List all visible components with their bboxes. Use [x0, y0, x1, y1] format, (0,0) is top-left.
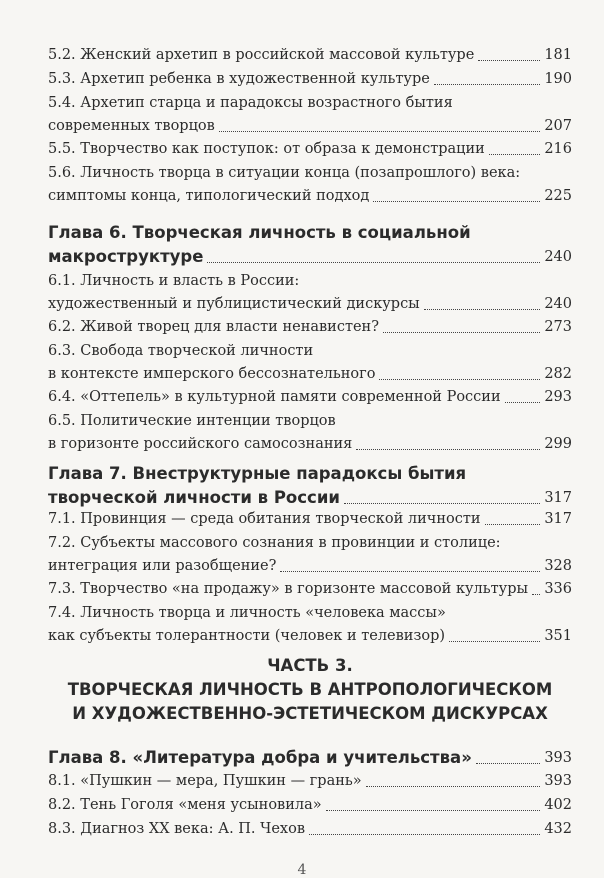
toc-page-number: 432: [544, 821, 572, 837]
toc-entry[interactable]: [48, 508, 572, 531]
toc-entry-title-line: художественный и публицистический дискурсы: [48, 296, 420, 312]
toc-entry-title-line: Глава 6. Творческая личность в социальной: [48, 223, 471, 242]
part-title-line: И ХУДОЖЕСТВЕННО-ЭСТЕТИЧЕСКОМ ДИСКУРСАХ: [72, 704, 548, 723]
toc-page-number: 393: [544, 773, 572, 789]
toc-entry-title-line: в контексте имперского бессознательного: [48, 366, 376, 382]
toc-entry-title-line: 7.1. Провинция — среда обитания творческой личности: [48, 511, 481, 527]
toc-entry-title-line: творческой личности в России: [48, 488, 340, 507]
toc-entry[interactable]: [48, 386, 572, 409]
toc-entry-title-line: 5.5. Творчество как поступок: от образа к демонстрации: [48, 141, 485, 157]
toc-page-number: 181: [544, 47, 572, 63]
dot-leader: [449, 641, 540, 642]
toc-entry-title-line: в горизонте российского самосознания: [48, 436, 353, 452]
toc-entry-title-line: 8.3. Диагноз XX века: А. П. Чехов: [48, 821, 306, 837]
toc-page-number: 190: [544, 71, 572, 87]
toc-entry[interactable]: [48, 68, 572, 91]
toc-entry[interactable]: [48, 410, 572, 456]
toc-entry-title-line: 6.2. Живой творец для власти ненавистен?: [48, 319, 379, 335]
toc-entry-title-line: 6.3. Свобода творческой личности: [48, 343, 314, 359]
toc-entry-title-line: 6.5. Политические интенции творцов: [48, 413, 336, 429]
toc-entry-title-line: 8.1. «Пушкин — мера, Пушкин — грань»: [48, 773, 362, 789]
toc-entry[interactable]: [48, 44, 572, 67]
toc-entry[interactable]: [48, 818, 572, 841]
dot-leader: [356, 449, 540, 450]
toc-page-number: 225: [544, 188, 572, 204]
toc-entry-title-line: Глава 7. Внеструктурные парадоксы бытия: [48, 464, 467, 483]
dot-leader: [485, 524, 541, 525]
toc-entry[interactable]: [48, 602, 572, 648]
dot-leader: [424, 309, 541, 310]
dot-leader: [219, 131, 541, 132]
toc-entry[interactable]: [48, 770, 572, 793]
toc-page-number: 336: [544, 581, 572, 597]
toc-entry[interactable]: [48, 532, 572, 578]
toc-entry-title-line: симптомы конца, типологический подход: [48, 188, 370, 204]
toc-entry[interactable]: [48, 162, 572, 208]
toc-entry-title-line: Глава 8. «Литература добра и учительства»: [48, 748, 472, 767]
toc-page-number: 240: [544, 249, 572, 265]
toc-page-number: 273: [544, 319, 572, 335]
toc-entry-title-line: интеграция или разобщение?: [48, 558, 277, 574]
toc-page-number: 240: [544, 296, 572, 312]
toc-page-number: 317: [544, 511, 572, 527]
dot-leader: [309, 834, 540, 835]
dot-leader: [532, 594, 540, 595]
toc-entry[interactable]: [48, 340, 572, 386]
toc-chapter[interactable]: [48, 462, 572, 510]
toc-page-number: 207: [544, 118, 572, 134]
toc-entry-title-line: 6.1. Личность и власть в России:: [48, 273, 300, 289]
toc-chapter[interactable]: [48, 746, 572, 770]
toc-entry[interactable]: [48, 794, 572, 817]
toc-page-number: 328: [544, 558, 572, 574]
toc-entry-title-line: 7.4. Личность творца и личность «человека массы»: [48, 605, 446, 621]
toc-entry[interactable]: [48, 270, 572, 316]
toc-page-number: 299: [544, 436, 572, 452]
dot-leader: [366, 786, 541, 787]
dot-leader: [207, 262, 540, 263]
toc-page-number: 402: [544, 797, 572, 813]
toc-part-heading: [48, 654, 572, 726]
dot-leader: [434, 84, 541, 85]
page-number: 4: [297, 862, 307, 878]
toc-page-number: 317: [544, 490, 572, 506]
toc-entry-title-line: 5.3. Архетип ребенка в художественной культуре: [48, 71, 430, 87]
toc-entry[interactable]: [48, 578, 572, 601]
dot-leader: [326, 810, 541, 811]
toc-page-number: 282: [544, 366, 572, 382]
toc-entry-title-line: 8.2. Тень Гоголя «меня усыновила»: [48, 797, 322, 813]
toc-entry-title-line: 7.3. Творчество «на продажу» в горизонте массовой культуры: [48, 581, 529, 597]
toc-entry-title-line: 5.2. Женский архетип в российской массовой культуре: [48, 47, 475, 63]
toc-chapter[interactable]: [48, 221, 572, 269]
dot-leader: [373, 201, 540, 202]
toc-entry[interactable]: [48, 138, 572, 161]
toc-entry[interactable]: [48, 316, 572, 339]
dot-leader: [379, 379, 540, 380]
toc-page-number: 293: [544, 389, 572, 405]
part-title-line: ЧАСТЬ 3.: [267, 656, 353, 675]
toc-page-number: 351: [544, 628, 572, 644]
toc-entry-title-line: 5.6. Личность творца в ситуации конца (позапрошлого) века:: [48, 165, 521, 181]
toc-entry-title-line: современных творцов: [48, 118, 215, 134]
dot-leader: [280, 571, 540, 572]
part-title-line: ТВОРЧЕСКАЯ ЛИЧНОСТЬ В АНТРОПОЛОГИЧЕСКОМ: [67, 680, 553, 699]
dot-leader: [489, 154, 540, 155]
toc-page-number: 393: [544, 750, 572, 766]
dot-leader: [478, 60, 540, 61]
dot-leader: [344, 503, 540, 504]
toc-entry-title-line: 6.4. «Оттепель» в культурной памяти современной России: [48, 389, 501, 405]
toc-entry-title-line: как субъекты толерантности (человек и телевизор): [48, 628, 446, 644]
toc-entry-title-line: 7.2. Субъекты массового сознания в провинции и столице:: [48, 535, 501, 551]
dot-leader: [383, 332, 540, 333]
toc-entry-title-line: 5.4. Архетип старца и парадоксы возрастного бытия: [48, 95, 453, 111]
toc-page-number: 216: [544, 141, 572, 157]
toc-entry-title-line: макроструктуре: [48, 247, 204, 266]
dot-leader: [476, 763, 540, 764]
dot-leader: [505, 402, 541, 403]
toc-entry[interactable]: [48, 92, 572, 138]
